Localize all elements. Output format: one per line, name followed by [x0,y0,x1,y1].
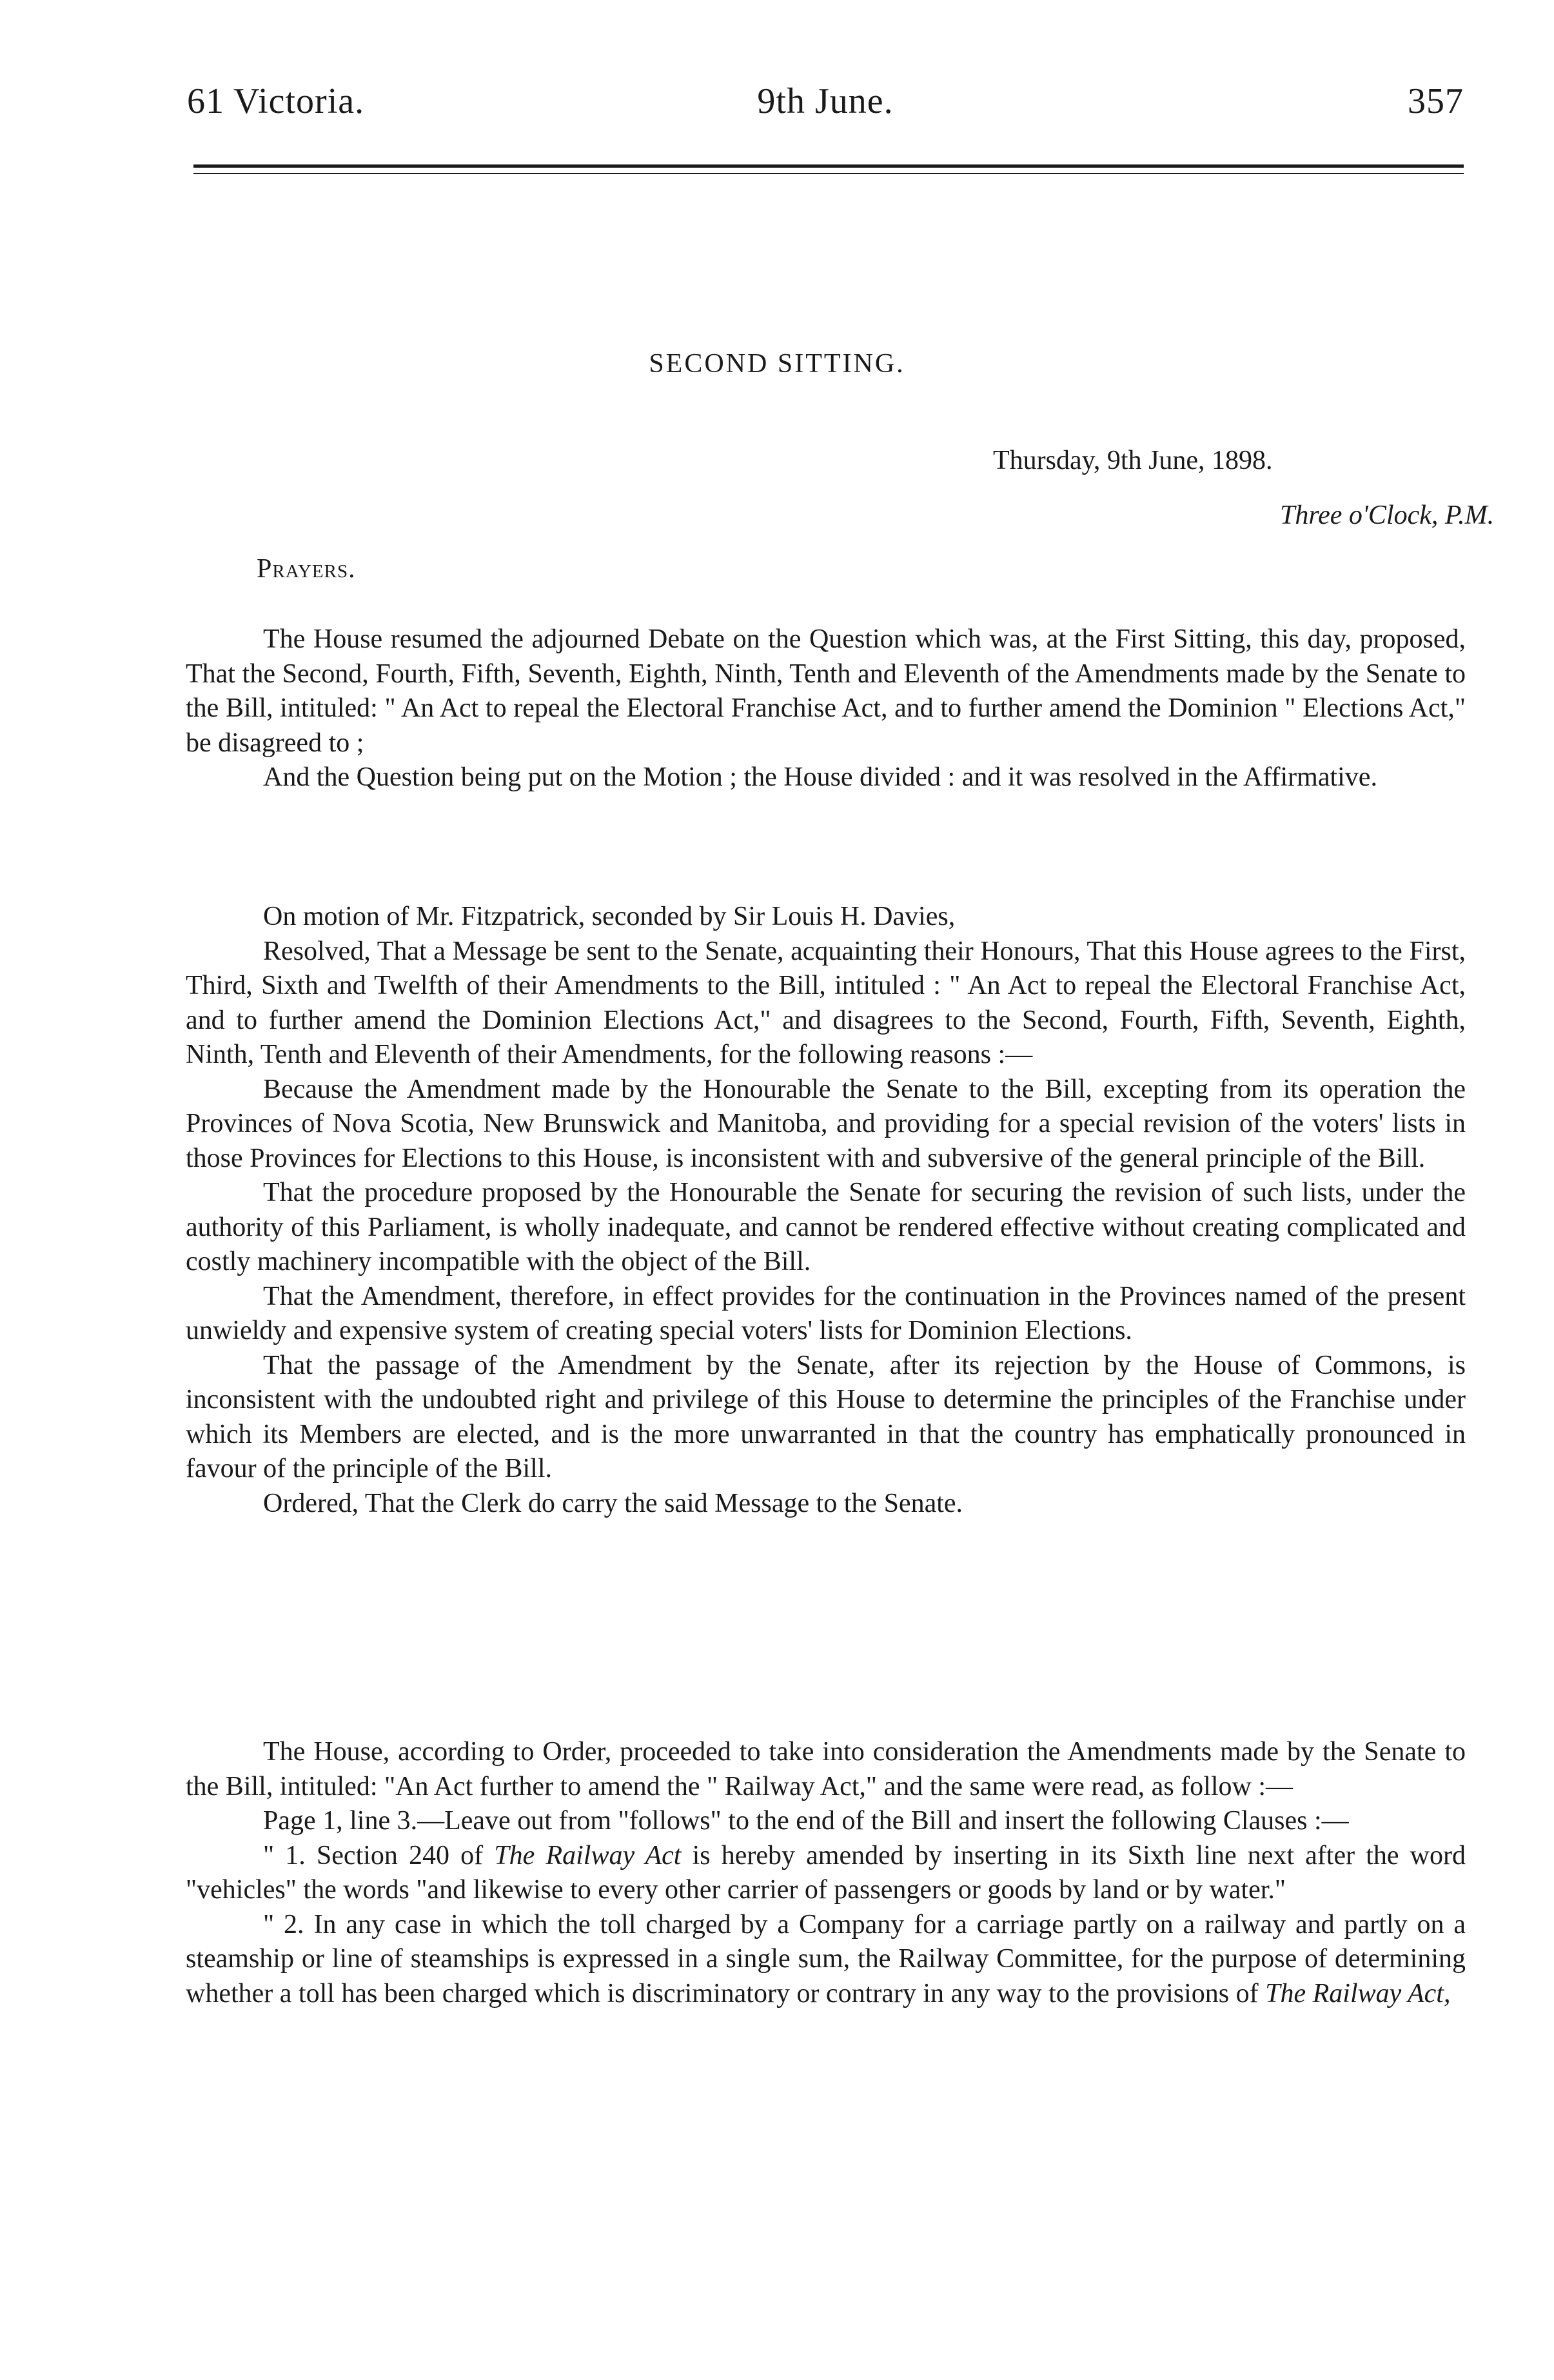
paragraph: Ordered, That the Clerk do carry the said Message to the Senate. [263,1488,963,1518]
act-title: The Railway Act [494,1840,682,1870]
paragraph: And the Question being put on the Motion ; the House divided : and it was resolved in the Affirmative. [263,762,1377,792]
header-rule-thin [193,173,1464,174]
clause-2 [186,1908,1466,2012]
paragraph: The House resumed the adjourned Debate on the Question which was, at the First Sitting, this day, proposed, That the Second, Fourth, Fifth, Seventh, Eighth, Ninth, Tenth and Eleventh of the Amendments made by the Senate to the Bill, intituled: " An Act to repeal the Electoral Franchise Act, and to further amend the Dominion " Elections Act," be disagreed to ; [186,624,1466,758]
act-title: The Railway Act, [1265,1978,1451,2008]
sitting-time: Three o'Clock, P.M. [1280,501,1495,530]
clause-text: " 2. In any case in which the toll charged by a Company for a carriage partly on a railway and partly on a steamship or line of steamships is expressed in a single sum, the Railway Committee, for the purpose of determining whether a toll has been charged which is discriminatory or contrary in any way to the provisions of [186,1909,1466,2008]
message-section [186,900,1466,1521]
debate-section [186,622,1466,795]
paragraph: Page 1, line 3.—Leave out from "follows" to the end of the Bill and insert the following Clauses :— [263,1806,1349,1836]
session-label: 61 Victoria. [187,81,365,121]
page-date: 9th June. [757,81,894,121]
clause-1 [186,1839,1466,1908]
page-number: 357 [1408,81,1464,121]
sitting-title: SECOND SITTING. [649,349,905,379]
paragraph: That the passage of the Amendment by the Senate, after its rejection by the House of Commons, is inconsistent with the undoubted right and privilege of this House to determine the principles of the Franchise under which its Members are elected, and is the more unwarranted in that the country has emphatically pronounced in favour of the principle of the Bill. [186,1350,1466,1483]
sitting-date: Thursday, 9th June, 1898. [993,446,1273,475]
clause-text: is hereby amended by inserting in its Sixth line next after the word "vehicles" the words "and likewise to every other carrier of passengers or goods by land or by water." [186,1840,1466,1905]
paragraph: Because the Amendment made by the Honourable the Senate to the Bill, excepting from its operation the Provinces of Nova Scotia, New Brunswick and Manitoba, and providing for a special revision of the voters' lists in those Provinces for Elections to this House, is inconsistent with and subversive of the general principle of the Bill. [186,1074,1466,1173]
clause-text: " 1. Section 240 of [263,1840,495,1870]
header-rule-thick [193,164,1464,168]
prayers-heading: Prayers. [257,554,356,584]
paragraph: That the procedure proposed by the Honourable the Senate for securing the revision of such lists, under the authority of this Parliament, is wholly inadequate, and cannot be rendered effective without creating complicated and costly machinery incompatible with the object of the Bill. [186,1178,1466,1276]
paragraph: The House, according to Order, proceeded to take into consideration the Amendments made by the Senate to the Bill, intituled: "An Act further to amend the " Railway Act," and the same were read, as follow :— [186,1737,1466,1801]
running-header [187,81,1464,139]
railway-act-section [186,1735,1466,2011]
paragraph: On motion of Mr. Fitzpatrick, seconded by Sir Louis H. Davies, [263,902,956,931]
paragraph: Resolved, That a Message be sent to the Senate, acquainting their Honours, That this House agrees to the First, Third, Sixth and Twelfth of their Amendments to the Bill, intituled : " An Act to repeal the Electoral Franchise Act, and to further amend the Dominion Elections Act," and disagrees to the Second, Fourth, Fifth, Seventh, Eighth, Ninth, Tenth and Eleventh of their Amendments, for the following reasons :— [186,936,1466,1069]
paragraph: That the Amendment, therefore, in effect provides for the continuation in the Provinces named of the present unwieldy and expensive system of creating special voters' lists for Dominion Elections. [186,1281,1466,1345]
